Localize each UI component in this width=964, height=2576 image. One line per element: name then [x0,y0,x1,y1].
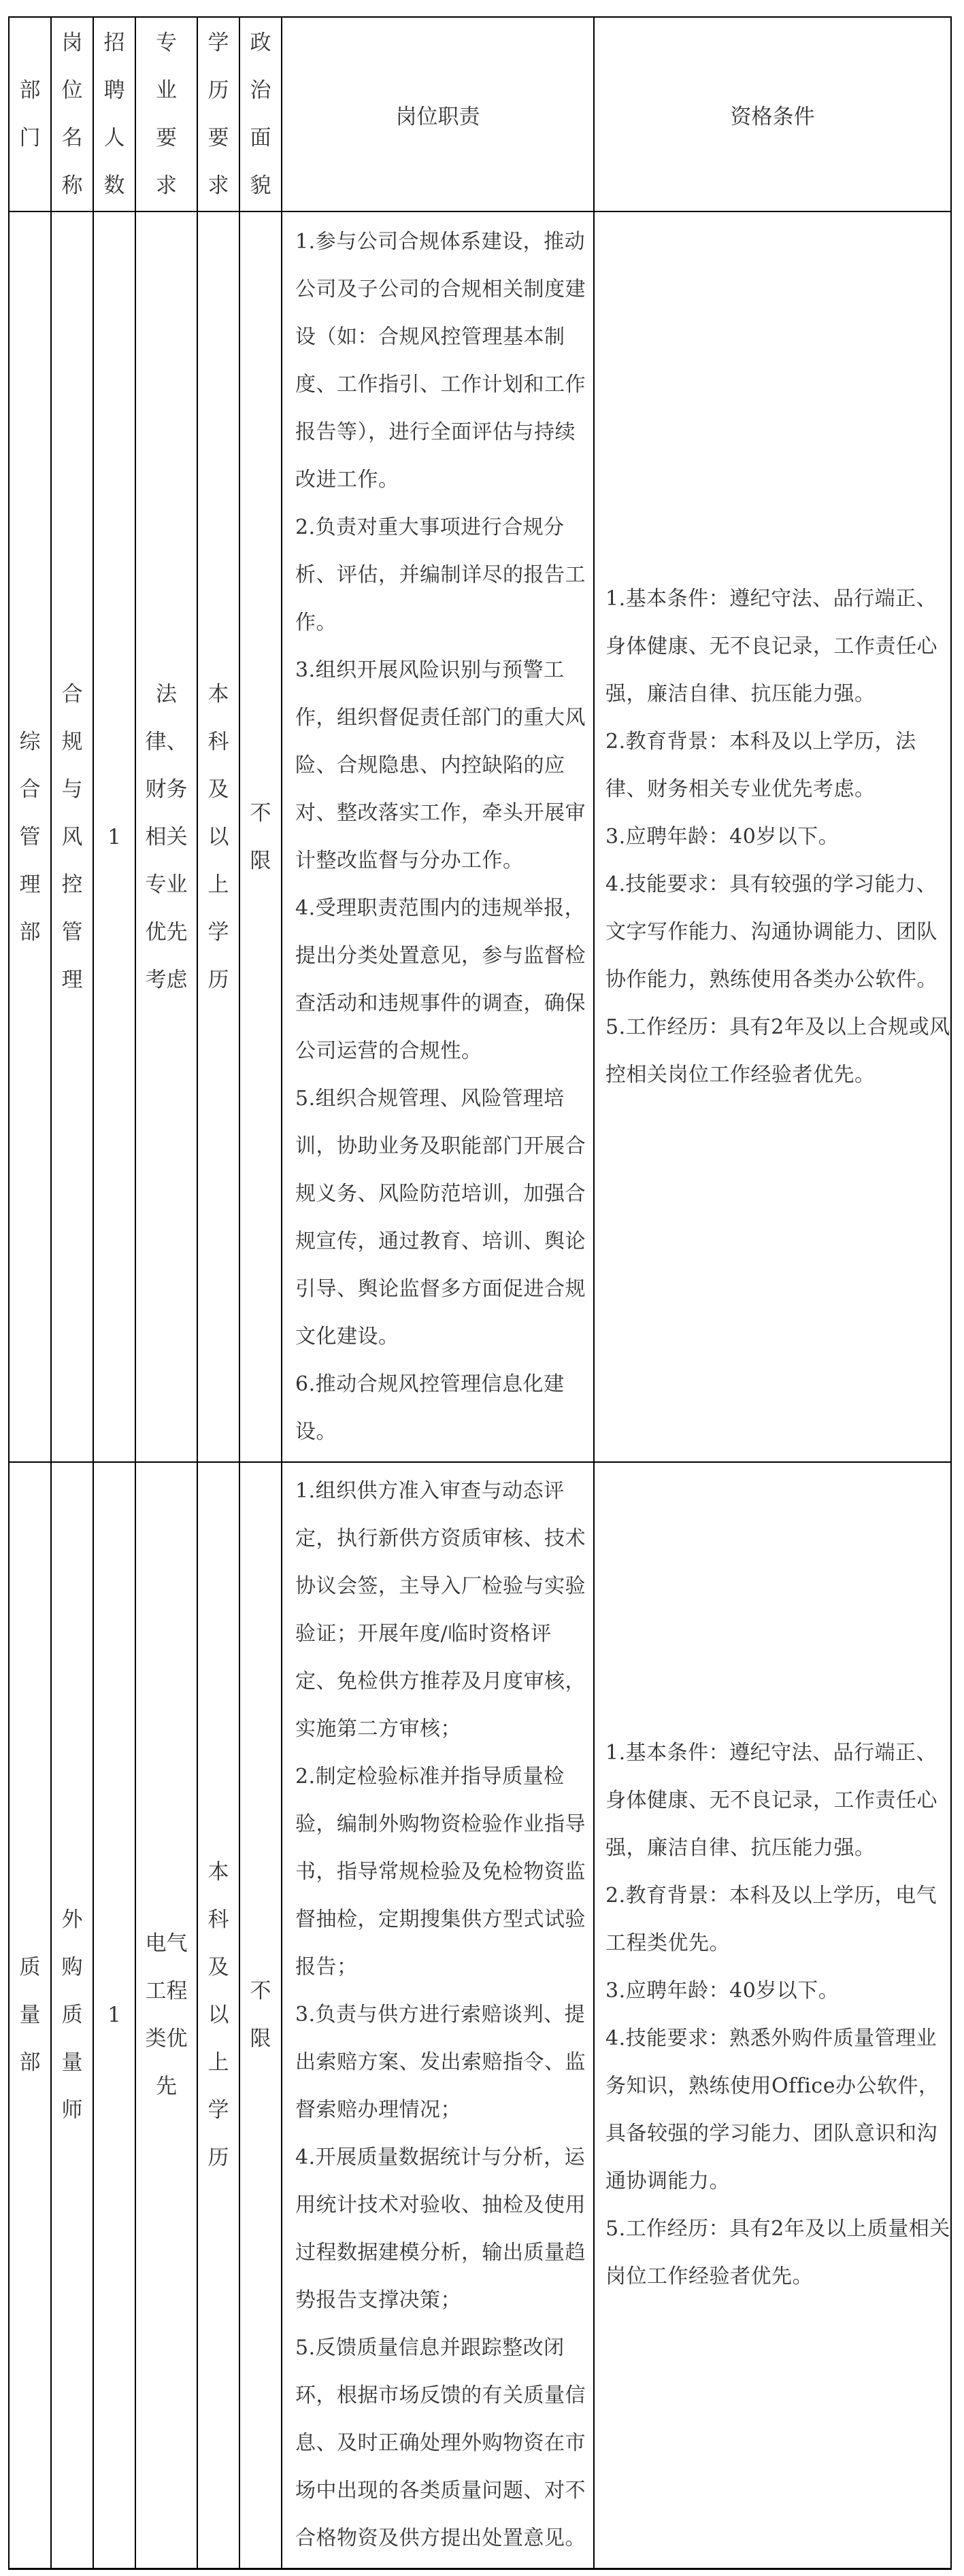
cell-char: 合 [61,681,83,707]
cell-duties [282,1462,594,2569]
cell-char: 要 [156,126,177,150]
cell-char: 面 [250,126,271,150]
cell-char: 理 [61,967,83,992]
text-line: 强，廉洁自律、抗压能力强。 [605,681,876,706]
text-line: 息、及时正确处理外购物资在市 [295,2431,586,2456]
text-line: 3.负责与供方进行索赔谈判、提 [295,2003,586,2027]
text-line: 文化建设。 [295,1324,399,1349]
cell-dept [9,1462,51,2569]
text-line: 作，组织督促责任部门的重大风 [295,705,586,730]
cell-char: 求 [207,173,229,198]
cell-char: 以 [207,824,229,849]
text-line: 5.工作经历：具有2年及以上质量相关 [605,2217,950,2241]
headcount-value: 1 [107,2003,121,2028]
table-row [9,211,951,1462]
cell-char: 部 [19,78,41,103]
text-line: 计整改监督与分办工作。 [295,848,524,872]
cell-char: 控 [61,872,83,897]
cell-char: 管 [19,824,41,849]
text-line: 势报告支撑决策； [295,2288,461,2313]
text-line: 合格物资及供方提出处置意见。 [295,2526,586,2551]
cell-char: 类优 [145,2027,188,2052]
header-education [197,17,239,211]
cell-char: 历 [207,78,229,103]
text-line: 验证；开展年度/临时资格评 [295,1622,552,1646]
text-line: 提出分类处置意见，参与监督检 [295,943,586,968]
text-line: 报告等），进行全面评估与持续 [295,420,576,444]
header-political [239,17,282,211]
cell-char: 律、 [145,729,188,754]
text-line: 身体健康、无不良记录，工作责任心 [605,634,937,658]
text-line: 险、合规隐患、内控缺陷的应 [295,753,565,777]
text-line: 文字写作能力、沟通协调能力、团队 [605,919,937,944]
text-line: 务知识，熟练使用Office办公软件， [605,2074,940,2099]
cell-char: 理 [19,872,41,897]
text-line: 岗位工作经验者优先。 [605,2265,813,2289]
cell-char: 学 [207,2098,229,2123]
text-line: 过程数据建模分析，输出质量趋 [295,2241,586,2265]
table-header-row [9,17,951,211]
text-line: 报告； [295,1955,358,1980]
cell-char: 工程 [145,1979,188,2004]
cell-char: 外 [61,1908,83,1933]
cell-char: 专业 [145,872,188,897]
text-line: 律、财务相关专业优先考虑。 [605,777,876,801]
cell-char: 不 [250,800,271,826]
cell-position [51,1462,93,2569]
cell-char: 门 [19,126,41,150]
cell-char: 数 [103,173,125,198]
text-line: 1.基本条件：遵纪守法、品行端正、 [605,586,937,611]
table-row [9,1462,951,2569]
cell-char: 财务 [145,777,188,802]
cell-char: 人 [103,126,125,150]
cell-char: 综 [19,729,41,754]
text-line: 场中出现的各类质量问题、对不 [295,2479,586,2503]
text-line: 定，执行新供方资质审核、技术 [295,1527,586,1551]
text-line: 3.应聘年龄：40岁以下。 [605,824,840,849]
text-line: 作。 [295,610,337,634]
recruitment-table [8,16,952,2570]
text-line: 对、整改落实工作，牵头开展审 [295,800,586,825]
header-major [135,17,197,211]
cell-char: 以 [207,2003,229,2028]
text-line: 5.工作经历：具有2年及以上合规或风 [605,1015,950,1039]
cell-char: 名 [61,126,83,150]
text-line: 查活动和违规事件的调查，确保 [295,991,586,1015]
header-duties [282,17,594,211]
text-line: 定、免检供方推荐及月度审核， [295,1670,586,1694]
cell-char: 岗 [61,31,83,55]
cell-char: 不 [250,1979,271,2004]
text-line: 用统计技术对验收、抽检及使用 [295,2193,586,2218]
cell-char: 专 [156,31,177,55]
text-line: 环，根据市场反馈的有关质量信 [295,2384,586,2408]
cell-major [135,211,197,1462]
text-line: 1.参与公司合规体系建设，推动 [295,229,586,254]
cell-headcount [93,211,135,1462]
text-line: 2.教育背景：本科及以上学历，法 [605,729,916,753]
cell-position [51,211,93,1462]
text-line: 4.开展质量数据统计与分析，运 [295,2146,586,2170]
text-line: 规义务、风险防范培训，加强合 [295,1181,586,1206]
cell-char: 质 [61,2003,83,2028]
text-line: 训，协助业务及职能部门开展合 [295,1134,586,1158]
headcount-value: 1 [107,824,121,849]
cell-char: 量 [19,2003,41,2028]
header-dept [9,17,51,211]
text-line: 4.受理职责范围内的违规举报， [295,896,586,920]
cell-char: 招 [103,31,125,55]
text-line: 督抽检，定期搜集供方型式试验 [295,1908,586,1932]
cell-char: 聘 [103,78,125,103]
text-line: 验，编制外购物资检验作业指导 [295,1812,586,1837]
text-line: 设。 [295,1419,337,1444]
cell-char: 电气 [145,1931,188,1956]
text-line: 协作能力，熟练使用各类办公软件。 [605,967,937,992]
text-line: 协议会签，主导入厂检验与实验 [295,1574,586,1599]
header-headcount [93,17,135,211]
cell-char: 量 [61,2050,83,2075]
text-line: 析、评估，并编制详尽的报告工 [295,562,586,587]
cell-dept [9,211,51,1462]
cell-char: 历 [207,2146,229,2171]
cell-major [135,1462,197,2569]
cell-char: 及 [207,1955,229,1980]
cell-char: 上 [207,2050,229,2075]
cell-char: 部 [19,2050,41,2075]
cell-char: 质 [19,1955,41,1980]
cell-education [197,1462,239,2569]
text-line: 出索赔方案、发出索赔指令、监 [295,2050,586,2075]
text-line: 设（如：合规风控管理基本制 [295,324,565,349]
text-line: 2.教育背景：本科及以上学历，电气 [605,1884,937,1908]
cell-char: 部 [19,919,41,945]
cell-char: 政 [250,31,271,55]
text-line: 3.组织开展风险识别与预警工 [295,658,565,682]
text-line: 公司运营的合规性。 [295,1038,482,1063]
text-line: 4.技能要求：熟悉外购件质量管理业 [605,2027,937,2051]
text-line: 3.应聘年龄：40岁以下。 [605,1979,840,2003]
cell-char: 师 [61,2098,83,2123]
cell-char: 限 [250,848,271,873]
cell-char: 治 [250,78,271,103]
text-line: 2.负责对重大事项进行合规分 [295,515,565,539]
cell-political [239,1462,282,2569]
text-line: 1.组织供方准入审查与动态评 [295,1479,565,1504]
cell-char: 业 [156,78,177,103]
cell-duties [282,211,594,1462]
text-line: 6.推动合规风控管理信息化建 [295,1372,565,1396]
cell-char: 学 [207,31,229,55]
cell-char: 先 [156,2074,177,2099]
cell-qualifications [594,211,951,1462]
cell-char: 上 [207,872,229,897]
text-line: 5.组织合规管理、风险管理培 [295,1086,565,1111]
text-line: 强，廉洁自律、抗压能力强。 [605,1836,876,1861]
text-line: 1.基本条件：遵纪守法、品行端正、 [605,1741,937,1765]
text-line: 实施第二方审核； [295,1717,461,1742]
text-line: 书，指导常规检验及免检物资监 [295,1860,586,1884]
text-line: 规宣传，通过教育、培训、舆论 [295,1229,586,1253]
cell-char: 科 [207,1908,229,1933]
cell-char: 与 [61,777,83,802]
cell-headcount [93,1462,135,2569]
text-line: 公司及子公司的合规相关制度建 [295,277,586,301]
text-line: 具备较强的学习能力、团队意识和沟 [605,2122,937,2146]
text-line: 工程类优先。 [605,1931,730,1956]
cell-char: 本 [207,1860,229,1885]
cell-char: 风 [61,824,83,849]
cell-char: 貌 [250,173,271,198]
cell-char: 管 [61,919,83,945]
cell-char: 限 [250,2027,271,2052]
cell-char: 历 [207,967,229,992]
cell-education [197,211,239,1462]
cell-char: 科 [207,729,229,754]
text-line: 控相关岗位工作经验者优先。 [605,1062,876,1087]
text-line: 身体健康、无不良记录，工作责任心 [605,1789,937,1813]
text-line: 改进工作。 [295,467,399,492]
text-line: 2.制定检验标准并指导质量检 [295,1765,565,1789]
cell-char: 称 [61,173,83,198]
text-line: 4.技能要求：具有较强的学习能力、 [605,872,937,896]
header-position [51,17,93,211]
cell-political [239,211,282,1462]
cell-char: 合 [19,777,41,802]
cell-char: 相关 [145,824,188,849]
cell-char: 购 [61,1955,83,1980]
text-line: 5.反馈质量信息并跟踪整改闭 [295,2336,565,2360]
cell-char: 考虑 [145,967,188,992]
header-qualifications [594,17,951,211]
cell-char: 位 [61,78,83,103]
text-line: 度、工作指引、工作计划和工作 [295,372,586,396]
cell-char: 规 [61,729,83,754]
header-duties-label: 岗位职责 [395,104,480,129]
header-qualifications-label: 资格条件 [730,104,815,129]
text-line: 引导、舆论监督多方面促进合规 [295,1276,586,1301]
cell-char: 要 [207,126,229,150]
cell-char: 及 [207,777,229,802]
cell-qualifications [594,1462,951,2569]
text-line: 督索赔办理情况； [295,2098,461,2122]
cell-char: 法 [156,681,177,707]
cell-char: 学 [207,919,229,945]
cell-char: 优先 [145,919,188,945]
cell-char: 求 [156,173,177,198]
cell-char: 本 [207,681,229,707]
text-line: 通协调能力。 [605,2169,730,2194]
